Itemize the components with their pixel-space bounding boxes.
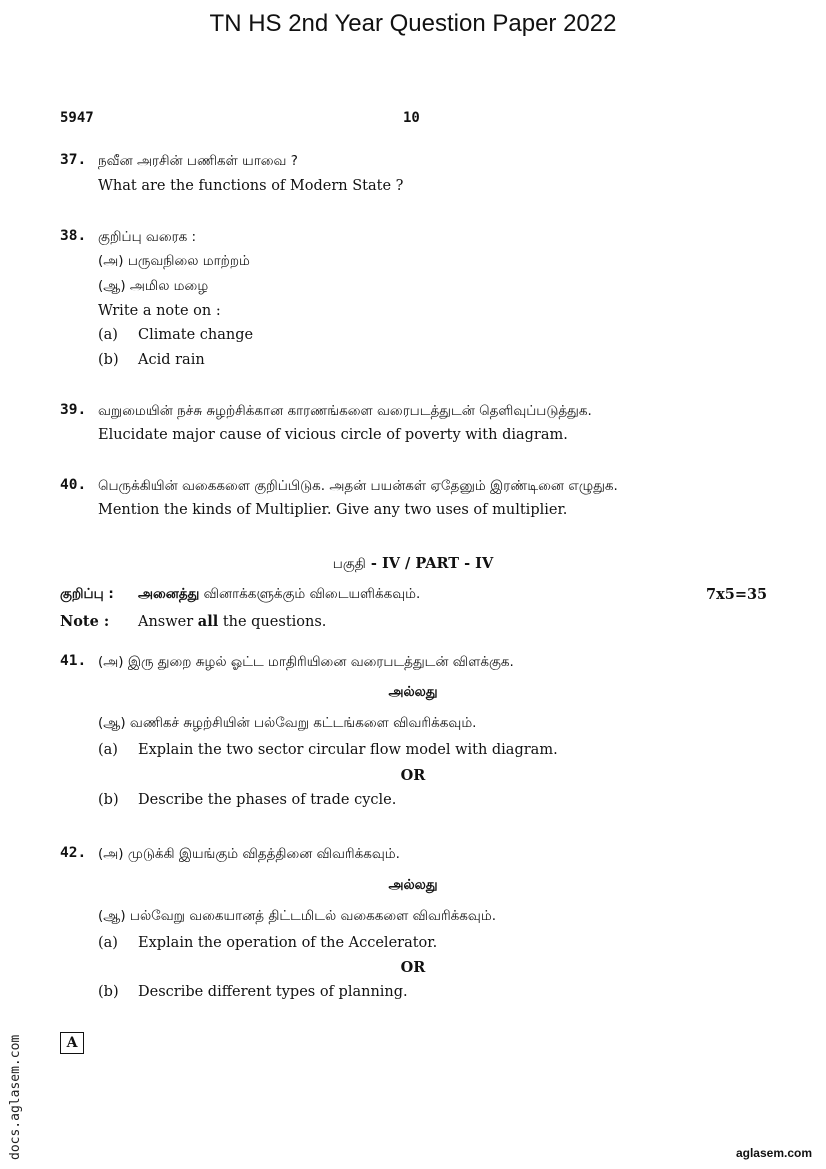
question-number: 40. (60, 477, 87, 493)
footer-link[interactable]: aglasem.com (735, 1146, 812, 1160)
option-label: (a) (98, 327, 118, 343)
page-number: 10 (403, 110, 420, 126)
part-heading: பகுதி - IV / PART - IV (332, 555, 494, 572)
instruction-label-tamil: குறிப்பு : (60, 586, 114, 602)
question-text-tamil: நவீன அரசின் பணிகள் யாவை ? (98, 153, 298, 169)
question-text-english: Elucidate major cause of vicious circle of poverty with diagram. (98, 427, 568, 443)
question-text-tamil: பெருக்கியின் வகைகளை குறிப்பிடுக. அதன் பயன்கள் ஏதேனும் இரண்டினை எழுதுக. (98, 478, 618, 494)
option-label: (b) (98, 352, 119, 368)
note-label: Note : (60, 613, 110, 630)
question-number: 39. (60, 402, 87, 418)
option-text: Climate change (138, 327, 254, 343)
question-text-tamil: குறிப்பு வரைக : (98, 229, 197, 245)
watermark-side-text: docs.aglasem.com (8, 1034, 23, 1160)
question-number: 38. (60, 228, 87, 244)
option-tamil: (அ) பருவநிலை மாற்றம் (98, 253, 250, 269)
option-text: Describe the phases of trade cycle. (138, 792, 397, 808)
or-tamil: அல்லது (388, 877, 438, 893)
question-text-english: What are the functions of Modern State ? (98, 178, 404, 194)
question-number: 42. (60, 845, 87, 861)
option-label: (b) (98, 792, 119, 808)
paper-code: 5947 (60, 110, 94, 126)
question-text-english: Write a note on : (98, 303, 221, 319)
series-box: A (60, 1032, 84, 1054)
option-label: (a) (98, 742, 118, 758)
instruction-english: Answer all the questions. (138, 613, 327, 630)
option-tamil: (அ) முடுக்கி இயங்கும் விதத்தினை விவரிக்கவும். (98, 846, 400, 862)
marks-scheme: 7x5=35 (706, 586, 768, 603)
option-tamil: (ஆ) பல்வேறு வகையானத் திட்டமிடல் வகைகளை விவரிக்கவும். (98, 908, 496, 924)
option-text: Acid rain (138, 352, 205, 368)
instruction-tamil: அனைத்து வினாக்களுக்கும் விடையளிக்கவும். (138, 586, 421, 602)
option-label: (a) (98, 935, 118, 951)
or-english: OR (400, 959, 426, 976)
option-tamil: (அ) இரு துறை சுழல் ஓட்ட மாதிரியினை வரைபடத்துடன் விளக்குக. (98, 654, 514, 670)
page-title: TN HS 2nd Year Question Paper 2022 (209, 10, 617, 37)
or-tamil: அல்லது (388, 684, 438, 700)
option-text: Explain the operation of the Accelerator. (138, 935, 438, 951)
or-english: OR (400, 767, 426, 784)
question-number: 41. (60, 653, 87, 669)
option-tamil: (ஆ) அமில மழை (98, 278, 209, 294)
option-label: (b) (98, 984, 119, 1000)
question-text-english: Mention the kinds of Multiplier. Give any two uses of multiplier. (98, 502, 568, 518)
option-tamil: (ஆ) வணிகச் சுழற்சியின் பல்வேறு கட்டங்களை விவரிக்கவும். (98, 715, 477, 731)
option-text: Explain the two sector circular flow model with diagram. (138, 742, 558, 758)
question-number: 37. (60, 152, 87, 168)
option-text: Describe different types of planning. (138, 984, 408, 1000)
question-text-tamil: வறுமையின் நச்சு சுழற்சிக்கான காரணங்களை வரைபடத்துடன் தெளிவுப்படுத்துக. (98, 403, 592, 419)
